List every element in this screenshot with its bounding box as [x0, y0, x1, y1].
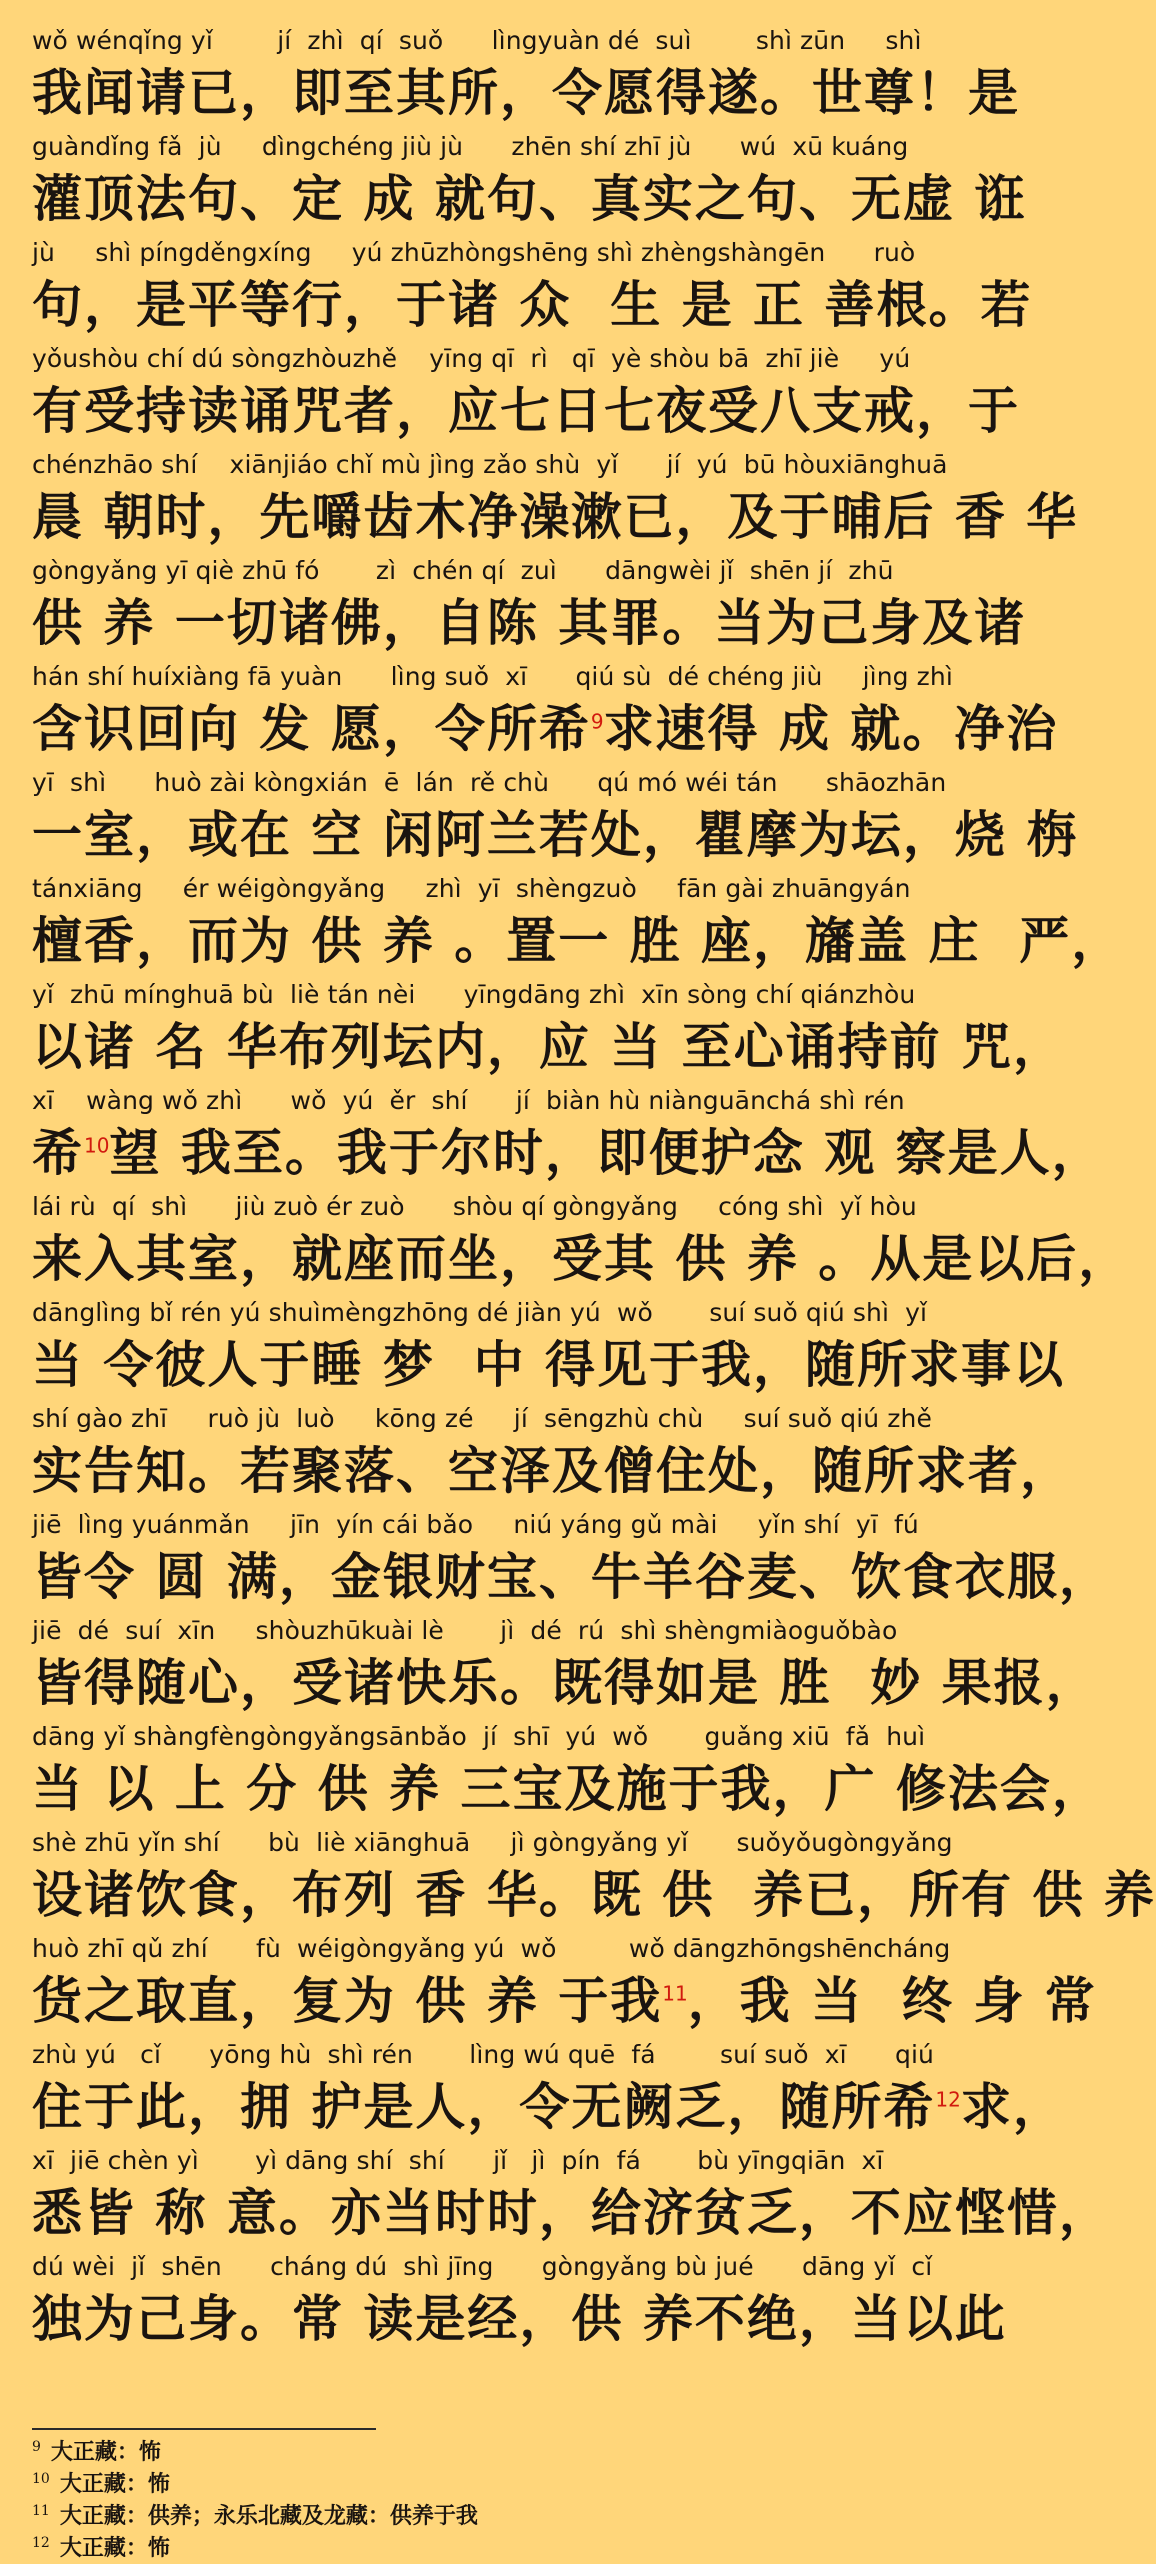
pinyin-annotation: shè zhū yǐn shí bù liè xiānghuā jì gòngyǎng yǐ suǒyǒugòngyǎng: [32, 1828, 953, 1857]
text-segment: 皆得随心，受诸快乐。既得如是 胜 妙 果报，: [32, 1654, 1098, 1712]
chinese-text: [32, 802, 1079, 868]
text-segment: 供 养 一切诸佛，自陈 其罪。当为己身及诸: [32, 594, 1027, 652]
text-segment: 当 令彼人于睡 梦 中 得见于我，随所求事以: [32, 1336, 1066, 1394]
verse-line: [32, 976, 1066, 1082]
footnote-item: [32, 2436, 1048, 2468]
chinese-text: [32, 1438, 1072, 1504]
verse-line: [32, 1400, 1072, 1506]
text-segment: 求，: [960, 2078, 1065, 2136]
footnote-item: [32, 2532, 1048, 2564]
verse-line: [32, 552, 1048, 658]
footnotes: [32, 2436, 1048, 2564]
text-segment: 住于此，拥 护是人，令无阙乏，随所希: [32, 2078, 936, 2136]
pinyin-annotation: yǒushòu chí dú sòngzhòuzhě yīng qī rì qī yè shòu bā zhī jiè yú: [32, 344, 911, 373]
verse-line: [32, 22, 1048, 128]
footnote-number: 12: [32, 2534, 50, 2551]
text-segment: ，我 当 终 身 常: [687, 1972, 1097, 2030]
text-segment: 希: [32, 1124, 84, 1182]
pinyin-annotation: dú wèi jǐ shēn cháng dú shì jīng gòngyǎng bù jué dāng yǐ cǐ: [32, 2252, 933, 2281]
verse-line: [32, 1506, 1111, 1612]
pinyin-annotation: jù shì píngděngxíng yú zhūzhòngshēng shì zhèngshàngēn ruò: [32, 238, 916, 267]
text-segment: 货之取直，复为 供 养 于我: [32, 1972, 663, 2030]
scripture-body: [32, 22, 1156, 2354]
footnote-ref[interactable]: 10: [84, 1133, 110, 1158]
text-segment: 以诸 名 华布列坛内，应 当 至心诵持前 咒，: [32, 1018, 1066, 1076]
verse-line: [32, 2036, 1065, 2142]
pinyin-annotation: xī wàng wǒ zhì wǒ yú ěr shí jí biàn hù niànguānchá shì rén: [32, 1086, 905, 1115]
verse-line: [32, 2142, 1111, 2248]
verse-line: [32, 1824, 1156, 1930]
verse-line: [32, 234, 1048, 340]
footnote-item: [32, 2500, 1048, 2532]
verse-line: [32, 2248, 1048, 2354]
text-segment: 我闻请已，即至其所，令愿得遂。世尊！是: [32, 64, 1020, 122]
footnote-number: 9: [32, 2438, 41, 2455]
text-segment: 晨 朝时，先嚼齿木净澡漱已，及于晡后 香 华: [32, 488, 1079, 546]
verse-line: [32, 446, 1079, 552]
pinyin-annotation: guàndǐng fǎ jù dìngchéng jiù jù zhēn shí zhī jù wú xū kuáng: [32, 132, 909, 161]
chinese-text: [32, 272, 1048, 338]
pinyin-annotation: huò zhī qǔ zhí fù wéigòngyǎng yú wǒ wǒ dāngzhōngshēncháng: [32, 1934, 951, 1963]
chinese-text: [32, 2074, 1065, 2140]
verse-line: [32, 128, 1048, 234]
pinyin-annotation: tánxiāng ér wéigòngyǎng zhì yī shèngzuò fān gài zhuāngyán: [32, 874, 911, 903]
pinyin-annotation: jiē dé suí xīn shòuzhūkuài lè jì dé rú shì shèngmiàoguǒbào: [32, 1616, 898, 1645]
text-segment: 句，是平等行，于诸 众 生 是 正 善根。若: [32, 276, 1033, 334]
pinyin-annotation: wǒ wénqǐng yǐ jí zhì qí suǒ lìngyuàn dé suì shì zūn shì: [32, 26, 922, 55]
pinyin-annotation: yǐ zhū mínghuā bù liè tán nèi yīngdāng zhì xīn sòng chí qiánzhòu: [32, 980, 916, 1009]
pinyin-annotation: xī jiē chèn yì yì dāng shí shí jǐ jì pín fá bù yīngqiān xī: [32, 2146, 884, 2175]
pinyin-annotation: gòngyǎng yī qiè zhū fó zì chén qí zuì dāngwèi jǐ shēn jí zhū: [32, 556, 894, 585]
footnote-item: [32, 2468, 1048, 2500]
pinyin-annotation: jiē lìng yuánmǎn jīn yín cái bǎo niú yáng gǔ mài yǐn shí yī fú: [32, 1510, 919, 1539]
text-segment: 有受持读诵咒者，应七日七夜受八支戒，于: [32, 382, 1020, 440]
verse-line: [32, 764, 1079, 870]
text-segment: 求速得 成 就。净治: [603, 700, 1059, 758]
verse-line: [32, 1188, 1131, 1294]
pinyin-annotation: chénzhāo shí xiānjiáo chǐ mù jìng zǎo shù yǐ jí yú bū hòuxiānghuā: [32, 450, 948, 479]
chinese-text: [32, 60, 1048, 126]
text-segment: 檀香，而为 供 养 。置一 胜 座，旛盖 庄 严，: [32, 912, 1124, 970]
footnote-number: 10: [32, 2470, 50, 2487]
chinese-text: [32, 166, 1048, 232]
text-segment: 望 我至。我于尔时，即便护念 观 察是人，: [109, 1124, 1104, 1182]
chinese-text: [32, 484, 1079, 550]
chinese-text: [32, 1862, 1156, 1928]
footnote-text: 大正藏：供养；永乐北藏及龙藏：供养于我: [59, 2503, 478, 2529]
pinyin-annotation: dānglìng bǐ rén yú shuìmèngzhōng dé jiàn yú wǒ suí suǒ qiú shì yǐ: [32, 1298, 928, 1327]
chinese-text: [32, 1014, 1066, 1080]
pinyin-annotation: dāng yǐ shàngfèngòngyǎngsānbǎo jí shī yú wǒ guǎng xiū fǎ huì: [32, 1722, 926, 1751]
footnote-number: 11: [32, 2502, 50, 2519]
chinese-text: [32, 2286, 1048, 2352]
pinyin-annotation: lái rù qí shì jiù zuò ér zuò shòu qí gòngyǎng cóng shì yǐ hòu: [32, 1192, 917, 1221]
chinese-text: [32, 378, 1048, 444]
text-segment: 实告知。若聚落、空泽及僧住处，随所求者，: [32, 1442, 1072, 1500]
text-segment: 一室，或在 空 闲阿兰若处，瞿摩为坛，烧 栴: [32, 806, 1079, 864]
chinese-text: [32, 1544, 1111, 1610]
text-segment: 悉皆 称 意。亦当时时，给济贫乏，不应悭惜，: [32, 2184, 1111, 2242]
footnote-text: 大正藏：怖: [50, 2439, 161, 2465]
text-segment: 含识回向 发 愿，令所希: [32, 700, 591, 758]
chinese-text: [32, 1756, 1104, 1822]
text-segment: 灌顶法句、定 成 就句、真实之句、无虚 诳: [32, 170, 1027, 228]
text-segment: 设诸饮食，布列 香 华。既 供 养已，所有 供 养: [32, 1866, 1156, 1924]
text-segment: 来入其室，就座而坐，受其 供 养 。从是以后，: [32, 1230, 1131, 1288]
pinyin-annotation: shí gào zhī ruò jù luò kōng zé jí sēngzhù chù suí suǒ qiú zhě: [32, 1404, 932, 1433]
pinyin-annotation: zhù yú cǐ yōng hù shì rén lìng wú quē fá suí suǒ xī qiú: [32, 2040, 934, 2069]
text-segment: 独为己身。常 读是经，供 养不绝，当以此: [32, 2290, 1007, 2348]
verse-line: [32, 658, 1059, 764]
footnote-text: 大正藏：怖: [59, 2471, 170, 2497]
verse-line: [32, 1294, 1066, 1400]
text-segment: 皆令 圆 满，金银财宝、牛羊谷麦、饮食衣服，: [32, 1548, 1111, 1606]
verse-line: [32, 1930, 1097, 2036]
verse-line: [32, 1718, 1104, 1824]
text-segment: 当 以 上 分 供 养 三宝及施于我，广 修法会，: [32, 1760, 1104, 1818]
chinese-text: [32, 2180, 1111, 2246]
chinese-text: [32, 1226, 1131, 1292]
chinese-text: [32, 1968, 1097, 2034]
chinese-text: [32, 1120, 1104, 1186]
verse-line: [32, 1612, 1098, 1718]
chinese-text: [32, 1650, 1098, 1716]
verse-line: [32, 340, 1048, 446]
footnote-divider: [32, 2428, 376, 2430]
chinese-text: [32, 1332, 1066, 1398]
pinyin-annotation: hán shí huíxiàng fā yuàn lìng suǒ xī qiú sù dé chéng jiù jìng zhì: [32, 662, 953, 691]
verse-line: [32, 1082, 1104, 1188]
footnote-ref[interactable]: 12: [935, 2087, 961, 2112]
footnote-ref[interactable]: 11: [662, 1981, 688, 2006]
chinese-text: [32, 696, 1059, 762]
chinese-text: [32, 908, 1124, 974]
pinyin-annotation: yī shì huò zài kòngxián ē lán rě chù qú mó wéi tán shāozhān: [32, 768, 947, 797]
verse-line: [32, 870, 1124, 976]
footnote-ref[interactable]: 9: [590, 709, 604, 734]
footnote-text: 大正藏：怖: [59, 2535, 170, 2561]
chinese-text: [32, 590, 1048, 656]
